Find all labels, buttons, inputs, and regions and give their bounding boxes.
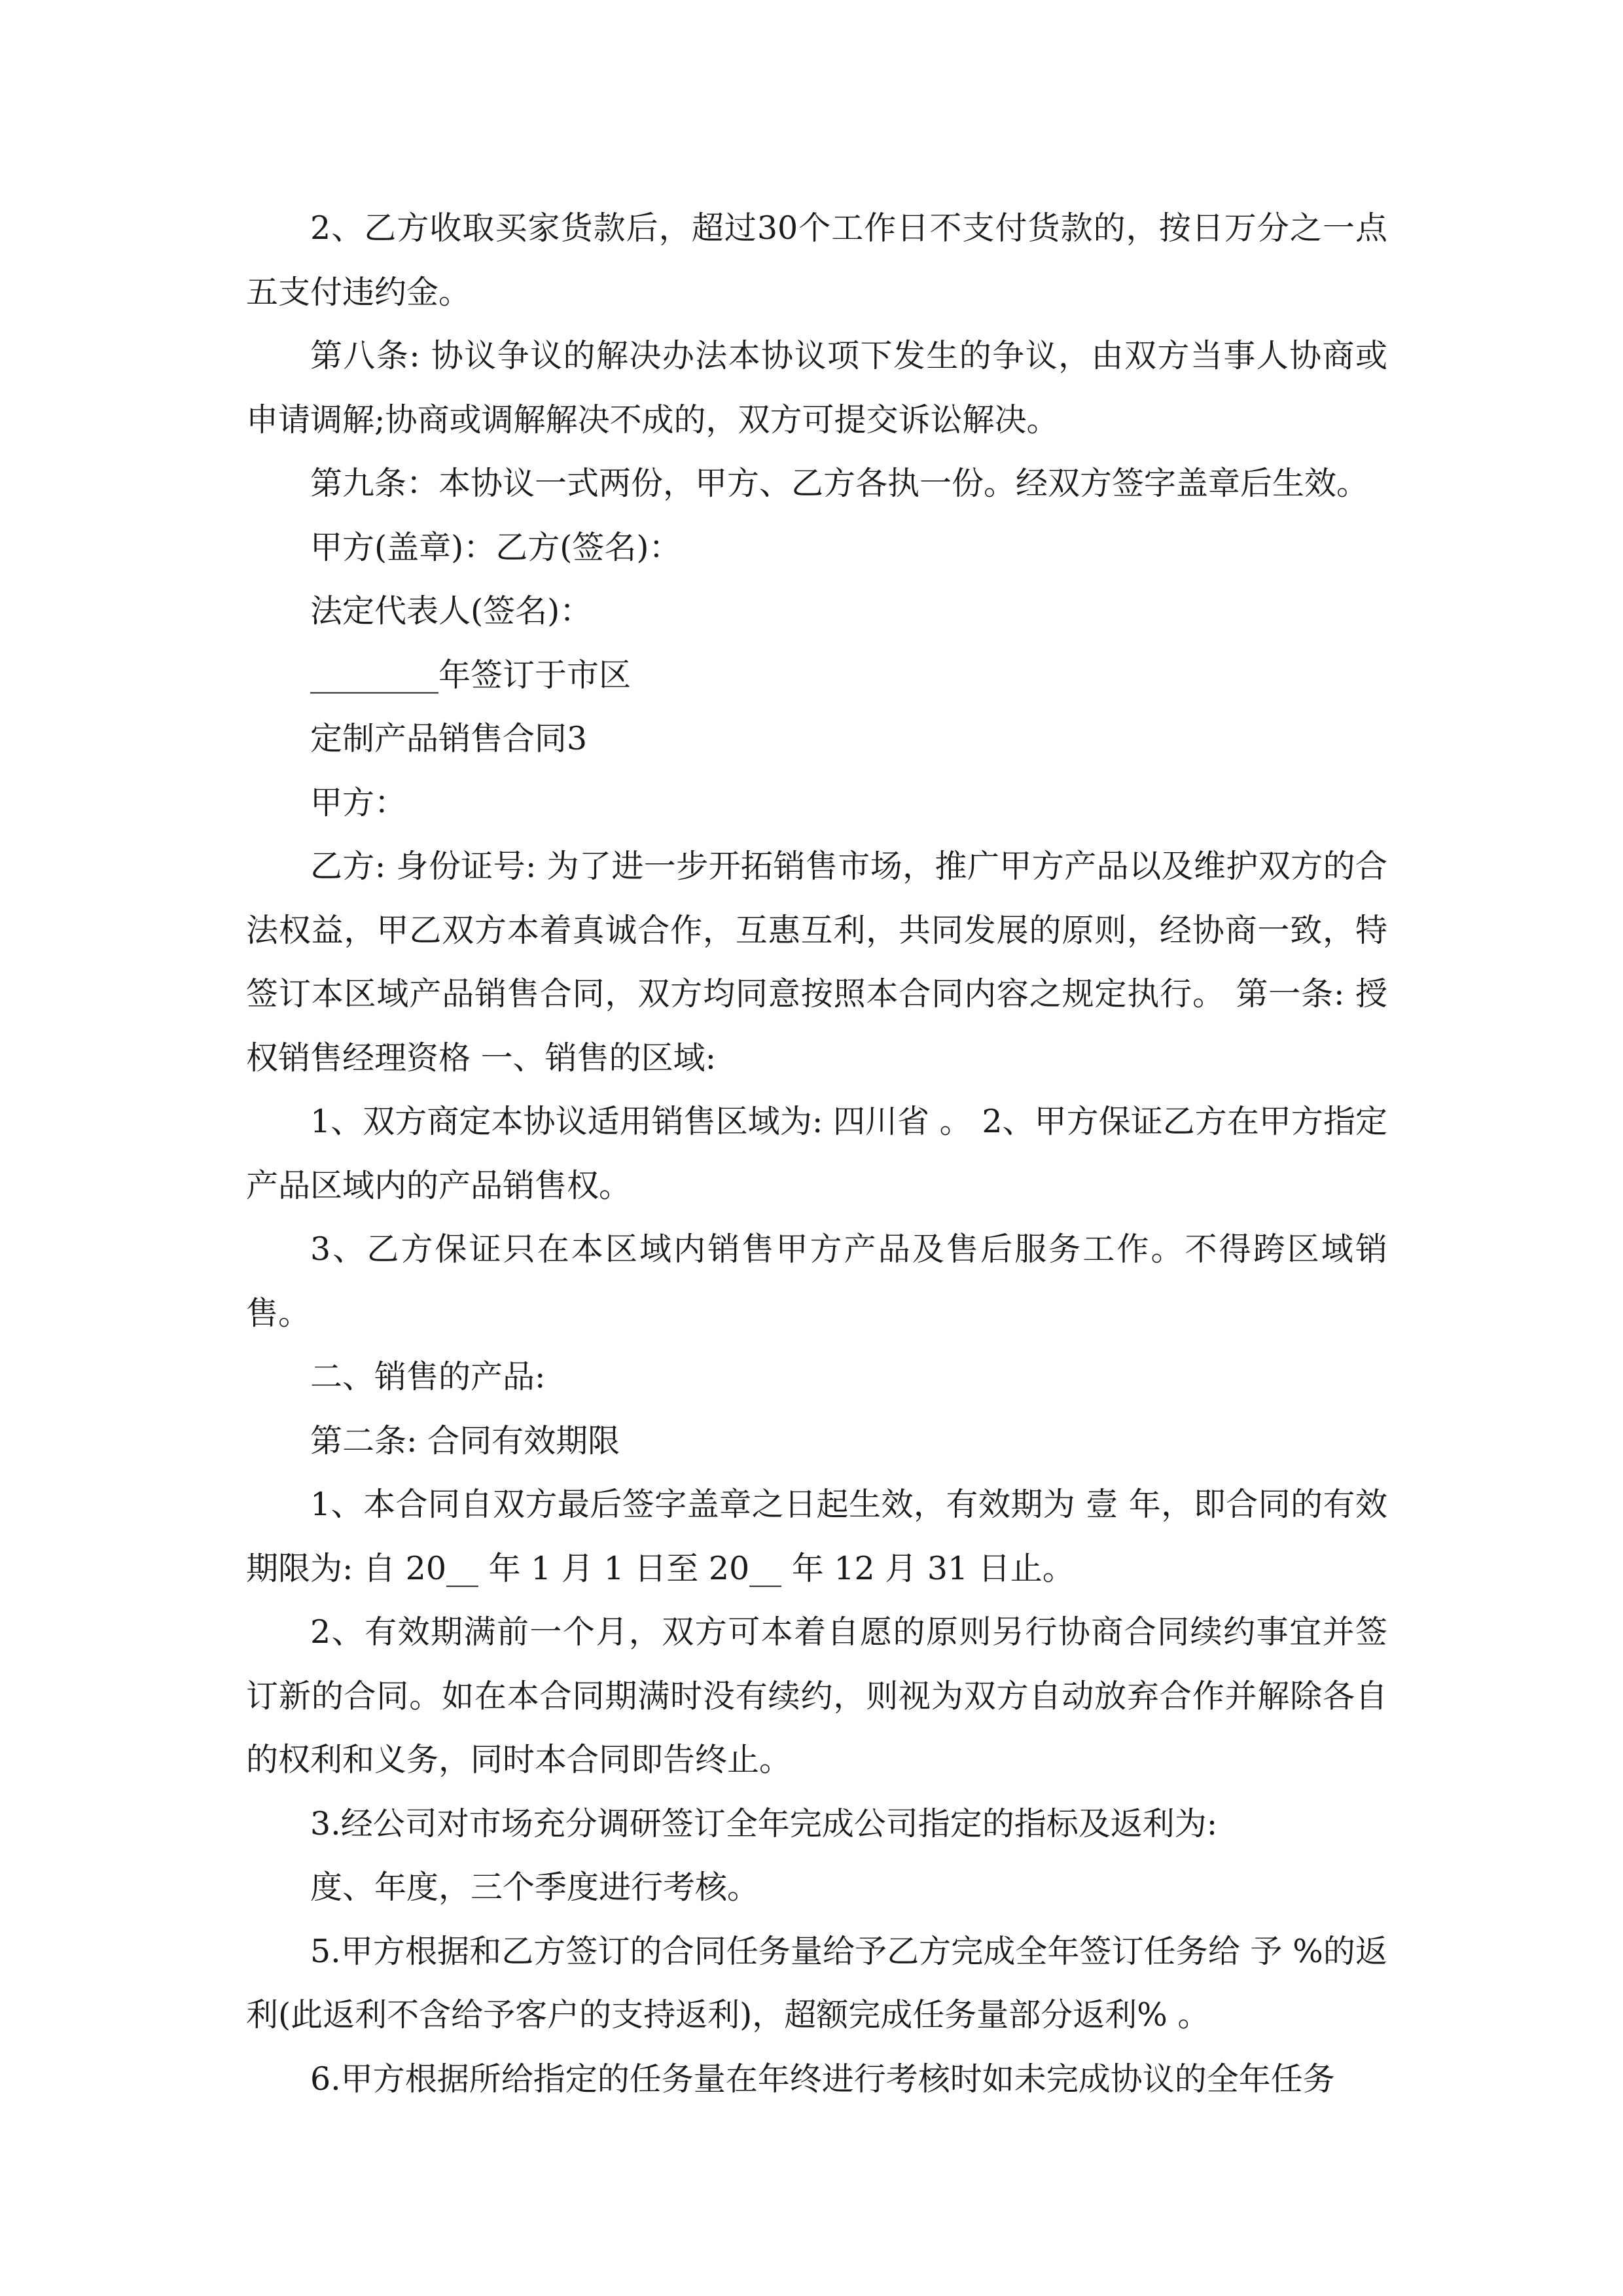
paragraph-targets: 3.经公司对市场充分调研签订全年完成公司指定的指标及返利为: — [310, 1804, 1218, 1842]
party-b-preamble: 乙方: 身份证号: 为了进一步开拓销售市场，推广甲方产品以及维护双方的合法权益，甲乙双方本着真诚合作，互惠互利，共同发展的原则，经协商一致，特签订本区域产品销售合同，双方均同意按照本合同内容之规定执行。 第一条: 授权销售经理资格 一、销售的区域: — [246, 848, 1387, 1077]
heading-products: 二、销售的产品: — [310, 1358, 546, 1395]
paragraph-clause-2-penalty: 2、乙方收取买家货款后，超过30个工作日不支付货款的，按日万分之一点五支付违约金。 — [246, 209, 1387, 311]
signature-party-line: 甲方(盖章)：乙方(签名)： — [310, 528, 681, 566]
heading-article-2: 第二条: 合同有效期限 — [310, 1422, 620, 1460]
paragraph-renewal: 2、有效期满前一个月，双方可本着自愿的原则另行协商合同续约事宜并签订新的合同。如在本合同期满时没有续约，则视为双方自动放弃合作并解除各自的权利和义务，同时本合同即告终止。 — [246, 1613, 1387, 1778]
paragraph-rebate: 5.甲方根据和乙方签订的合同任务量给予乙方完成全年签订任务给 予 %的返利(此返利不含给予客户的支持返利)，超额完成任务量部分返利% 。 — [246, 1932, 1387, 2034]
document-body — [246, 196, 1387, 2111]
paragraph-article-9: 第九条：本协议一式两份，甲方、乙方各执一份。经双方签字盖章后生效。 — [310, 465, 1369, 502]
paragraph-article-8: 第八条: 协议争议的解决办法本协议项下发生的争议，由双方当事人协商或申请调解;协商或调解解决不成的，双方可提交诉讼解决。 — [246, 337, 1387, 439]
contract-3-title: 定制产品销售合同3 — [310, 720, 588, 757]
paragraph-region-restriction: 3、乙方保证只在本区域内销售甲方产品及售后服务工作。不得跨区域销售。 — [246, 1230, 1387, 1332]
signing-date-line: ________年签订于市区 — [310, 656, 632, 694]
paragraph-year-end-assessment: 6.甲方根据所给指定的任务量在年终进行考核时如未完成协议的全年任务 — [310, 2060, 1335, 2098]
paragraph-assessment: 度、年度，三个季度进行考核。 — [310, 1869, 760, 1906]
party-a-line: 甲方： — [310, 783, 407, 821]
paragraph-validity-term: 1、本合同自双方最后签字盖章之日起生效，有效期为 壹 年，即合同的有效期限为: 自 20__ 年 1 月 1 日至 20__ 年 12 月 31 日止。 — [246, 1486, 1387, 1587]
signature-legal-rep-line: 法定代表人(签名)： — [310, 592, 592, 630]
paragraph-sales-region: 1、双方商定本协议适用销售区域为: 四川省 。 2、甲方保证乙方在甲方指定产品区域内的产品销售权。 — [246, 1103, 1387, 1204]
